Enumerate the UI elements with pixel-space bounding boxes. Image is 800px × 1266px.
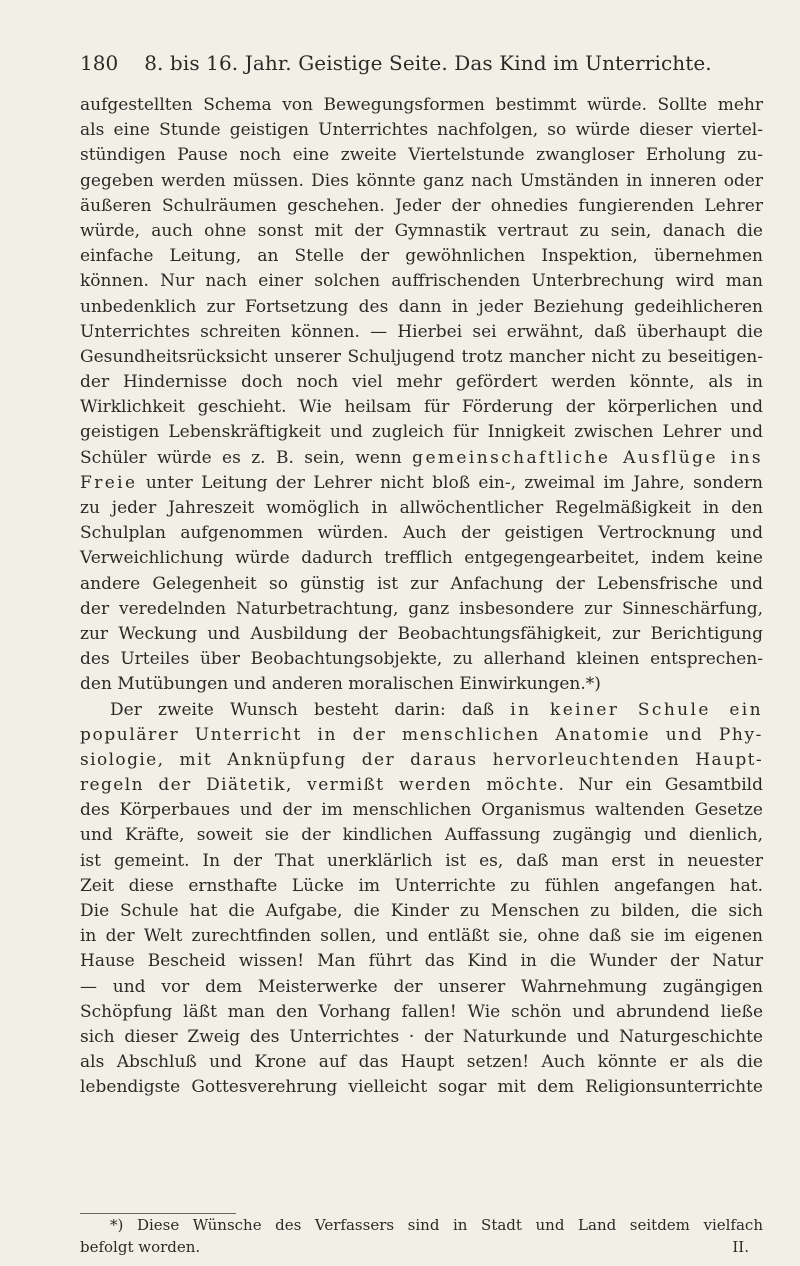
text-line: Hause Bescheid wissen! Man führt das Kind in die Wunder der Natur [80, 951, 763, 972]
text-line: des Urteiles über Beobachtungsobjekte, zu allerhand kleinen entsprechen- [80, 649, 763, 670]
text-line: den Mutübungen und anderen moralischen Einwirkungen.*) [80, 674, 601, 695]
text-line: Gesundheitsrücksicht unserer Schuljugend trotz mancher nicht zu beseitigen- [80, 346, 763, 367]
running-header [80, 48, 740, 78]
running-title: 8. bis 16. Jahr. Geistige Seite. Das Kind im Unterrichte. [144, 51, 712, 75]
text-line: in der Welt zurechtfinden sollen, und entläßt sie, ohne daß sie im eigenen [80, 926, 763, 947]
footnote [80, 1214, 763, 1258]
page-number: 180 [80, 51, 119, 75]
signature-mark: II. [732, 1238, 749, 1256]
text-line: geistigen Lebenskräftigkeit und zugleich für Innigkeit zwischen Lehrer und [80, 422, 763, 443]
footnote-text: befolgt worden. [80, 1238, 201, 1256]
text-line: und Kräfte, soweit sie der kindlichen Auffassung zugängig und dienlich, [80, 825, 763, 846]
text-line: zur Weckung und Ausbildung der Beobachtungsfähigkeit, zur Berichtigung [80, 623, 763, 644]
text-line: der Hindernisse doch noch viel mehr gefördert werden könnte, als in [80, 372, 763, 393]
body-text [80, 93, 763, 1101]
spaced-emphasis-line: siologie, mit Anknüpfung der daraus hervorleuchtenden Haupt- [80, 749, 763, 770]
text-line: stündigen Pause noch eine zweite Viertelstunde zwangloser Erholung zu- [80, 145, 763, 166]
spaced-emphasis: Freie [80, 472, 138, 493]
footnote-line: *) Diese Wünsche des Verfassers sind in Stadt und Land seitdem vielfach [110, 1216, 763, 1234]
text-line: aufgestellten Schema von Bewegungsformen bestimmt würde. Sollte mehr [80, 95, 763, 115]
text-line-mixed [80, 773, 763, 798]
text-line: Schöpfung läßt man den Vorhang fallen! Wie schön und abrundend ließe [80, 1001, 763, 1022]
text-line: der veredelnden Naturbetrachtung, ganz insbesondere zur Sinneschärfung, [80, 598, 763, 619]
text-line: Verweichlichung würde dadurch trefflich entgegengearbeitet, indem keine [80, 548, 763, 569]
text-fragment: Nur ein Gesamtbild [578, 775, 763, 796]
text-line: Die Schule hat die Aufgabe, die Kinder zu Menschen zu bilden, die sich [80, 901, 763, 921]
text-line: Wirklichkeit geschieht. Wie heilsam für Förderung der körperlichen und [80, 397, 763, 418]
text-line: lebendigste Gottesverehrung vielleicht sogar mit dem Religionsunterrichte [80, 1077, 763, 1098]
text-fragment: Der zweite Wunsch besteht darin: daß [110, 699, 495, 720]
footnote-line [80, 1236, 763, 1258]
text-line: unbedenklich zur Fortsetzung des dann in jeder Beziehung gedeihlicheren [80, 296, 763, 317]
spaced-emphasis: regeln der Diätetik, vermißt werden möchte. [80, 775, 566, 796]
text-line: gegeben werden müssen. Dies könnte ganz nach Umständen in inneren oder [80, 170, 763, 191]
text-line: Schulplan aufgenommen würden. Auch der geistigen Vertrocknung und [80, 523, 763, 544]
text-line: Zeit diese ernsthafte Lücke im Unterrichte zu fühlen angefangen hat. [80, 875, 763, 896]
text-line-mixed [80, 446, 763, 471]
text-line: sich dieser Zweig des Unterrichtes · der Naturkunde und Naturgeschichte [80, 1026, 763, 1047]
text-line: einfache Leitung, an Stelle der gewöhnlichen Inspektion, übernehmen [80, 246, 763, 267]
text-line: ist gemeint. In der That unerklärlich ist es, daß man erst in neuester [80, 850, 763, 871]
text-fragment: Schüler würde es z. B. sein, wenn [80, 447, 402, 468]
text-line: des Körperbaues und der im menschlichen Organismus waltenden Gesetze [80, 800, 763, 821]
text-line: äußeren Schulräumen geschehen. Jeder der ohnedies fungierenden Lehrer [80, 195, 763, 216]
text-line: zu jeder Jahreszeit womöglich in allwöchentlicher Regelmäßigkeit in den [80, 498, 763, 518]
spaced-emphasis-line: populärer Unterricht in der menschlichen Anatomie und Phy- [80, 724, 763, 745]
text-line: — und vor dem Meisterwerke der unserer Wahrnehmung zugängigen [80, 976, 763, 997]
text-line-mixed [80, 698, 763, 723]
text-line: können. Nur nach einer solchen auffrischenden Unterbrechung wird man [80, 271, 763, 292]
text-line: würde, auch ohne sonst mit der Gymnastik vertraut zu sein, danach die [80, 220, 763, 241]
text-fragment: unter Leitung der Lehrer nicht bloß ein-, zweimal im Jahre, sondern [145, 472, 763, 493]
text-line-mixed [80, 471, 763, 496]
text-line: andere Gelegenheit so günstig ist zur Anfachung der Lebensfrische und [80, 573, 763, 594]
spaced-emphasis: in keiner Schule ein [510, 699, 763, 720]
spaced-emphasis: gemeinschaftliche Ausflüge ins [412, 447, 764, 468]
text-line: als Abschluß und Krone auf das Haupt setzen! Auch könnte er als die [80, 1052, 763, 1073]
text-line: Unterrichtes schreiten können. — Hierbei sei erwähnt, daß überhaupt die [80, 321, 763, 342]
text-line: als eine Stunde geistigen Unterrichtes nachfolgen, so würde dieser viertel- [80, 120, 763, 141]
